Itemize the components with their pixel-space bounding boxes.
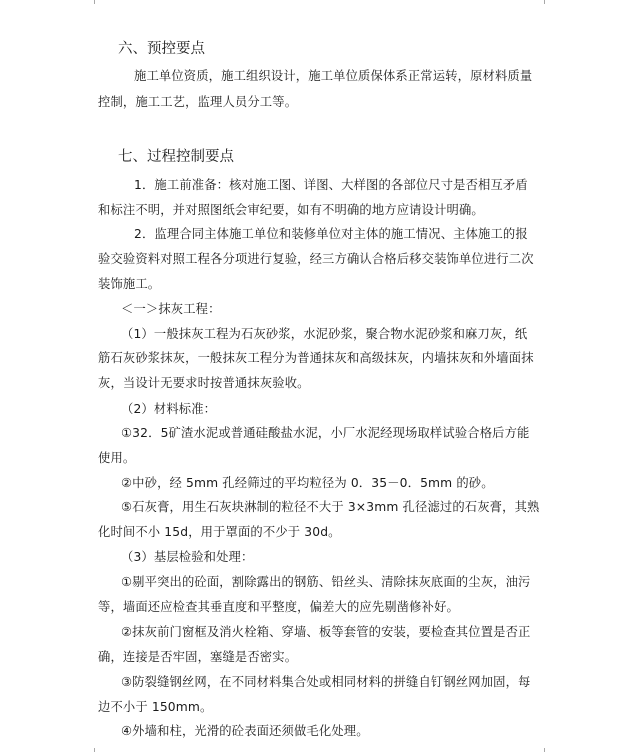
paragraph-line: 筋石灰砂浆抹灰，一般抹灰工程分为普通抹灰和高级抹灰，内墙抹灰和外墙面抹	[98, 351, 534, 365]
crop-mark-bottom-left	[86, 748, 95, 752]
paragraph-line: 施工单位资质，施工组织设计，施工单位质保体系正常运转，原材料质量	[134, 69, 533, 83]
paragraph-line: （2）材料标准：	[121, 402, 217, 416]
paragraph-line: 1．施工前准备：核对施工图、详图、大样图的各部位尺寸是否相互矛盾	[134, 178, 528, 192]
paragraph-line: 化时间不小 15d，用于罩面的不少于 30d。	[98, 525, 341, 539]
section-7-heading: 七、过程控制要点	[118, 149, 234, 165]
paragraph-line: （3）基层检验和处理：	[121, 550, 254, 564]
paragraph-line: 灰，当设计无要求时按普通抹灰验收。	[98, 376, 310, 390]
paragraph-line: ⑤石灰膏，用生石灰块淋制的粒径不大于 3×3mm 孔径滤过的石灰膏，其熟	[121, 500, 540, 514]
paragraph-line: 装饰施工。	[98, 277, 161, 291]
paragraph-line: 等，墙面还应检查其垂直度和平整度，偏差大的应先剔凿修补好。	[98, 600, 459, 614]
paragraph-line: 确，连接是否牢固，塞缝是否密实。	[98, 650, 298, 664]
paragraph-line: ①剔平突出的砼面，割除露出的钢筋、铅丝头、清除抹灰底面的尘灰，油污	[121, 575, 531, 589]
crop-mark-bottom-right	[544, 748, 553, 752]
paragraph-line: 和标注不明，并对照图纸会审纪要，如有不明确的地方应请设计明确。	[98, 203, 484, 217]
paragraph-line: ①32．5矿渣水泥或普通硅酸盐水泥，小厂水泥经现场取样试验合格后方能	[121, 426, 530, 440]
paragraph-line: ③防裂缝钢丝网，在不同材料集合处或相同材料的拼缝自钉钢丝网加固，每	[121, 675, 531, 689]
paragraph-line: ②中砂，经 5mm 孔经筛过的平均粒径为 0．35－0．5mm 的砂。	[121, 476, 494, 490]
paragraph-line: ④外墙和柱，光滑的砼表面还须做毛化处理。	[121, 724, 369, 738]
paragraph-line: （1）一般抹灰工程为石灰砂浆，水泥砂浆，聚合物水泥砂浆和麻刀灰，纸	[121, 327, 528, 341]
subsection-heading: ＜一＞抹灰工程：	[121, 302, 221, 316]
paragraph-line: 验交验资料对照工程各分项进行复验，经三方确认合格后移交装饰单位进行二次	[98, 252, 534, 266]
paragraph-line: 使用。	[98, 451, 136, 465]
paragraph-line: ②抹灰前门窗框及消火栓箱、穿墙、板等套管的安装，要检查其位置是否正	[121, 625, 531, 639]
paragraph-line: 2．监理合同主体施工单位和装修单位对主体的施工情况、主体施工的报	[134, 227, 528, 241]
paragraph-line: 控制，施工工艺，监理人员分工等。	[98, 95, 298, 109]
crop-mark-top-right	[544, 0, 553, 4]
paragraph-line: 边不小于 150mm。	[98, 700, 213, 714]
section-6-heading: 六、预控要点	[118, 41, 205, 57]
crop-mark-top-left	[86, 0, 95, 4]
